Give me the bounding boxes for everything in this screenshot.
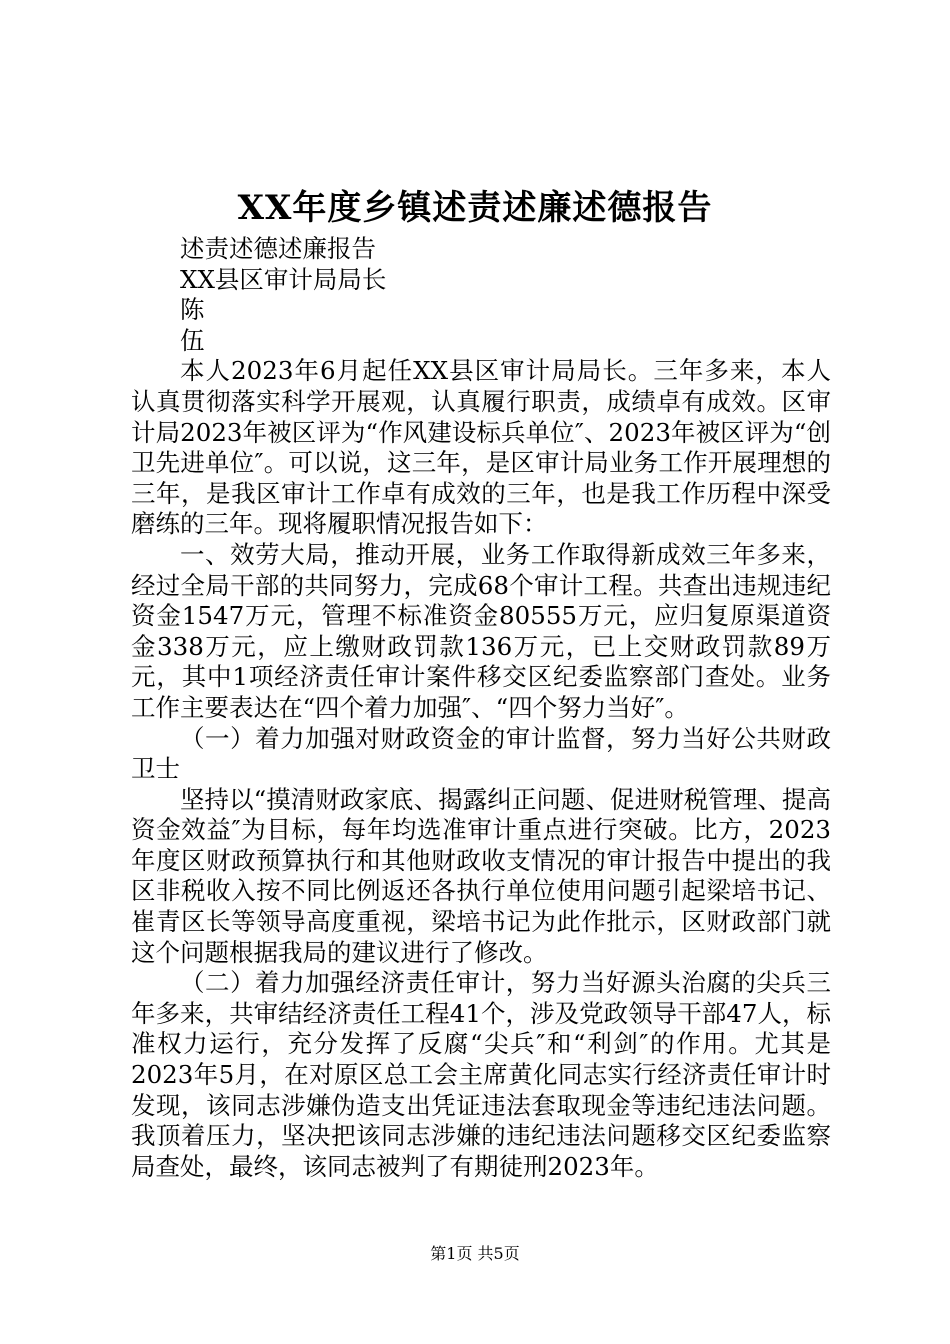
document-body: [131, 234, 831, 1182]
paragraph-subsection-one-heading: （一）着力加强对财政资金的审计监督，努力当好公共财政卫士: [131, 723, 831, 784]
paragraph-subsection-one-body: 坚持以“摸清财政家底、揭露纠正问题、促进财税管理、提高资金效益″为目标，每年均选准审计重点进行突破。比方，2023年度区财政预算执行和其他财政收支情况的审计报告中提出的我区非税收入按不同比例返还各执行单位使用问题引起梁培书记、崔青区长等领导高度重视，梁培书记为此作批示，区财政部门就这个问题根据我局的建议进行了修改。: [131, 784, 831, 967]
page-footer: 第1页 共5页: [430, 1244, 520, 1263]
header-line-report-name: 述责述德述廉报告: [180, 234, 376, 263]
header-line-position: XX县区审计局局长: [180, 264, 387, 294]
paragraph-subsection-two: （二）着力加强经济责任审计，努力当好源头治腐的尖兵三年多来，共审结经济责任工程41个，涉及党政领导干部47人，标准权力运行，充分发挥了反腐“尖兵″和“利剑″的作用。尤其是2023年5月，在对原区总工会主席黄化同志实行经济责任审计时发现，该同志涉嫌伪造支出凭证违法套取现金等违纪违法问题。我顶着压力，坚决把该同志涉嫌的违纪违法问题移交区纪委监察局查处，最终，该同志被判了有期徒刑2023年。: [131, 968, 831, 1181]
paragraph-intro: 本人2023年6月起任XX县区审计局局长。三年多来，本人认真贯彻落实科学开展观，认真履行职责，成绩卓有成效。区审计局2023年被区评为“作风建设标兵单位″、2023年被区评为“创卫先进单位″。可以说，这三年，是区审计局业务工作开展理想的三年，是我区审计工作卓有成效的三年，也是我工作历程中深受磨练的三年。现将履职情况报告如下：: [131, 356, 831, 539]
document-title: XX年度乡镇述责述廉述德报告: [237, 188, 713, 228]
paragraph-section-one: 一、效劳大局，推动开展，业务工作取得新成效三年多来，经过全局干部的共同努力，完成68个审计工程。共查出违规违纪资金1547万元，管理不标准资金80555万元，应归复原渠道资金338万元，应上缴财政罚款136万元，已上交财政罚款89万元，其中1项经济责任审计案件移交区纪委监察部门查处。业务工作主要表达在“四个着力加强″、“四个努力当好″。: [131, 539, 831, 722]
header-line-surname: 陈: [180, 295, 205, 325]
header-line-given-name: 伍: [180, 325, 205, 355]
